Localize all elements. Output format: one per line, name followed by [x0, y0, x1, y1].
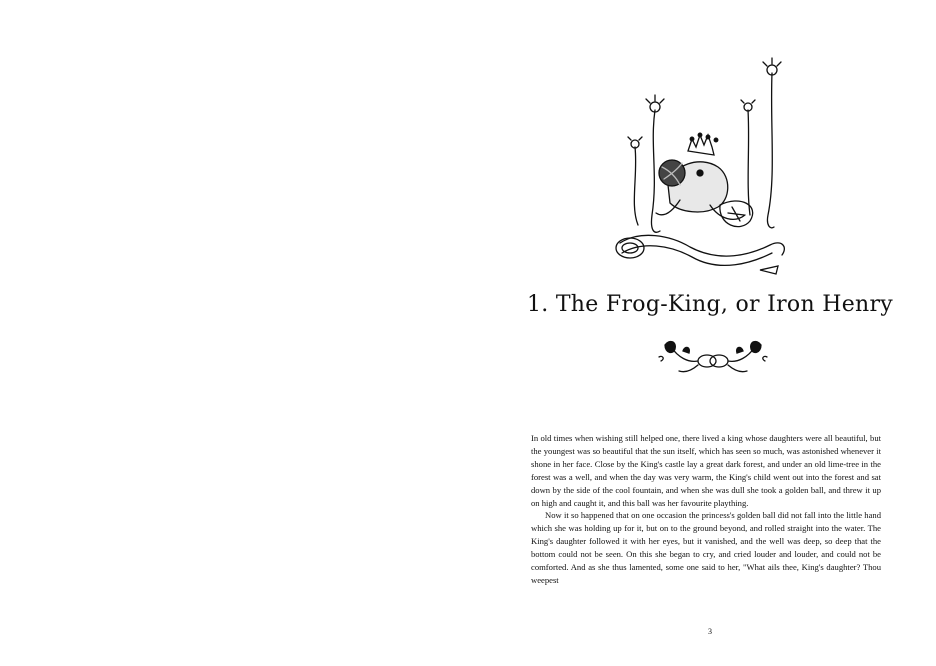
chapter-title: 1. The Frog-King, or Iron Henry	[526, 292, 894, 317]
floral-ornament-icon	[653, 335, 773, 377]
page-number: 3	[708, 627, 712, 636]
paragraph: Now it so happened that on one occasion the princess's golden ball did not fall into the little hand which she was holding up for it, but on to the ground beyond, and rolled straight into the water. The King's daughter followed it with her eyes, but it vanished, and the well was deep, so deep that the bottom could not be seen. On this she began to cry, and cried louder and louder, and could not be comforted. And as she thus lamented, some one said to her, "What ails thee, King's daughter? Thou weepest	[531, 510, 881, 585]
chapter-body-text	[531, 432, 881, 587]
paragraph: In old times when wishing still helped one, there lived a king whose daughters were all beautiful, but the youngest was so beautiful that the sun itself, which has seen so much, was astonished whenever it shone in her face. Close by the King's castle lay a great dark forest, and under an old lime-tree in the forest was a well, and when the day was very warm, the King's child went out into the forest and sat down by the side of the cool fountain, and when she was dull she took a golden ball, and threw it up on high and caught it, and this ball was her favourite plaything.	[531, 433, 881, 508]
frog-king-illustration-icon	[600, 55, 800, 285]
